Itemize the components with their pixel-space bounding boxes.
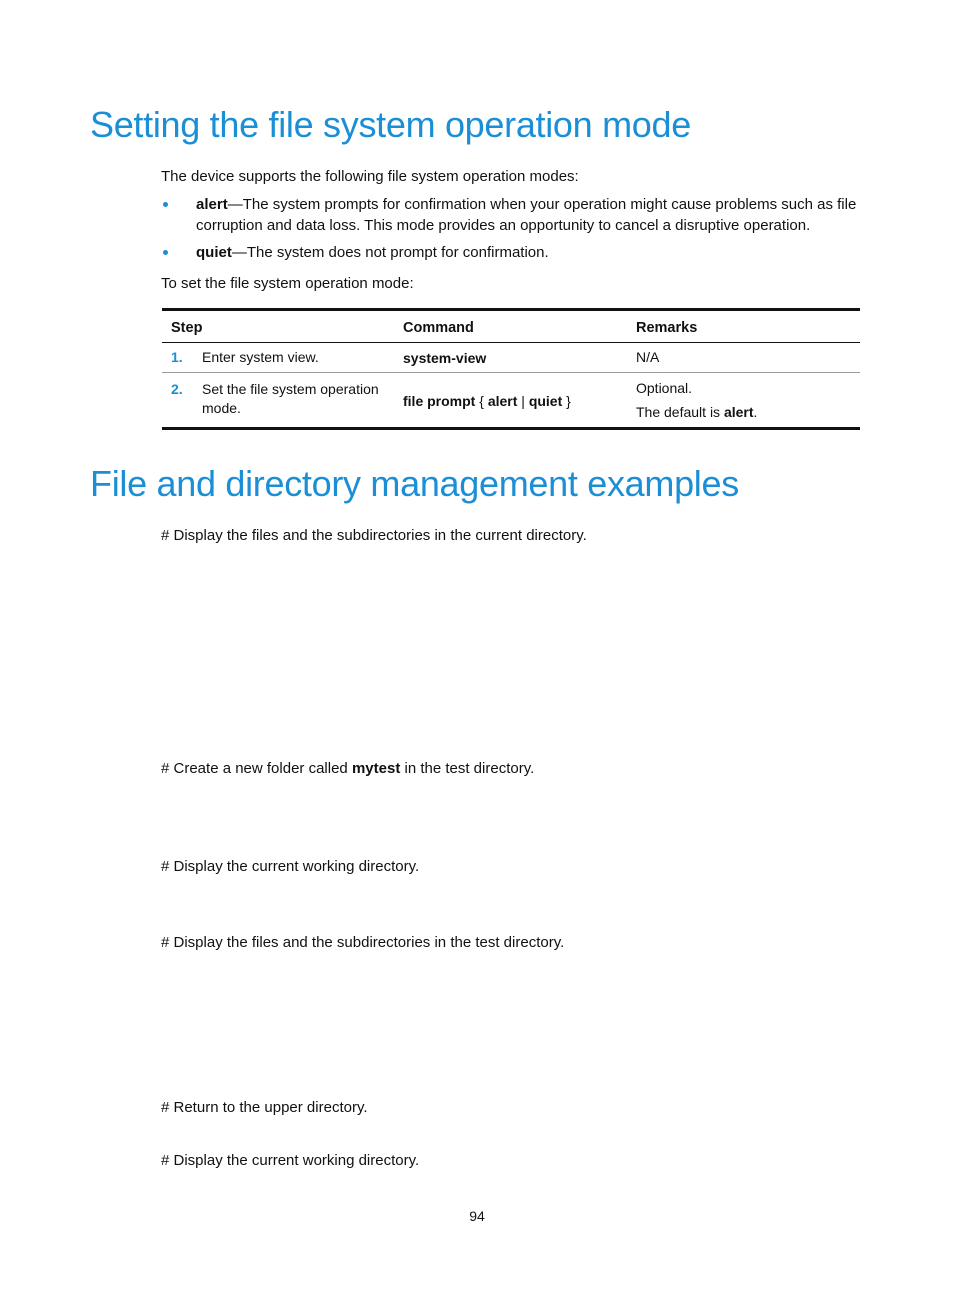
bullet-alert <box>196 194 856 215</box>
bullet-text: —The system does not prompt for confirmation. <box>231 244 549 261</box>
step-description-line2: mode. <box>202 400 241 416</box>
step-description: Enter system view. <box>202 349 319 365</box>
intro-text: The device supports the following file system operation modes: <box>161 168 579 185</box>
table-header-step: Step <box>171 320 203 336</box>
command-cell <box>403 392 571 411</box>
example-step: # Return to the upper directory. <box>161 1099 368 1116</box>
step-number: 1. <box>171 349 183 365</box>
bullet-term-quiet: quiet <box>196 244 232 261</box>
bullet-quiet <box>196 242 549 263</box>
remarks-default-prefix: The default is <box>636 404 724 420</box>
section-title-operation-mode: Setting the file system operation mode <box>90 104 691 145</box>
bullet-alert-line2: corruption and data loss. This mode provides an opportunity to cancel a disruptive operation. <box>196 217 811 234</box>
remarks-default-suffix: . <box>753 404 758 420</box>
remarks-cell: Optional. <box>636 380 693 396</box>
command-brace-close: } <box>566 393 571 409</box>
example-step: # Display the files and the subdirectories in the current directory. <box>161 527 587 544</box>
command-separator: | <box>521 393 525 409</box>
bullet-text: —The system prompts for confirmation when your operation might cause problems such as file <box>227 196 857 213</box>
command-option-quiet: quiet <box>528 393 563 409</box>
bullet-term-alert: alert <box>196 196 228 213</box>
command-cell: system-view <box>403 350 487 366</box>
table-row-divider <box>162 372 860 373</box>
step-description: Set the file system operation <box>202 381 379 397</box>
remarks-cell-line2 <box>636 403 757 422</box>
remarks-cell: N/A <box>636 349 660 365</box>
table-header-rule <box>162 342 860 343</box>
bullet-icon <box>163 202 168 207</box>
example-step-prefix: # Create a new folder called <box>161 760 352 777</box>
section-title-file-directory-examples: File and directory management examples <box>90 463 739 504</box>
table-header-remarks: Remarks <box>636 320 698 336</box>
example-step <box>161 758 534 779</box>
page-number: 94 <box>469 1208 485 1224</box>
example-step: # Display the files and the subdirectories in the test directory. <box>161 934 565 951</box>
example-step: # Display the current working directory. <box>161 1152 420 1169</box>
table-lead-text: To set the file system operation mode: <box>161 275 414 292</box>
folder-name: mytest <box>351 760 401 777</box>
command-brace-open: { <box>479 393 484 409</box>
remarks-default-value: alert <box>723 404 754 420</box>
command-option-alert: alert <box>487 393 518 409</box>
table-bottom-rule <box>162 427 860 430</box>
example-step: # Display the current working directory. <box>161 858 420 875</box>
step-number: 2. <box>171 381 183 397</box>
command-keyword: file prompt <box>403 393 476 409</box>
table-top-rule <box>162 308 860 311</box>
example-step-suffix: in the test directory. <box>400 760 535 777</box>
bullet-icon <box>163 250 168 255</box>
table-header-command: Command <box>403 320 474 336</box>
